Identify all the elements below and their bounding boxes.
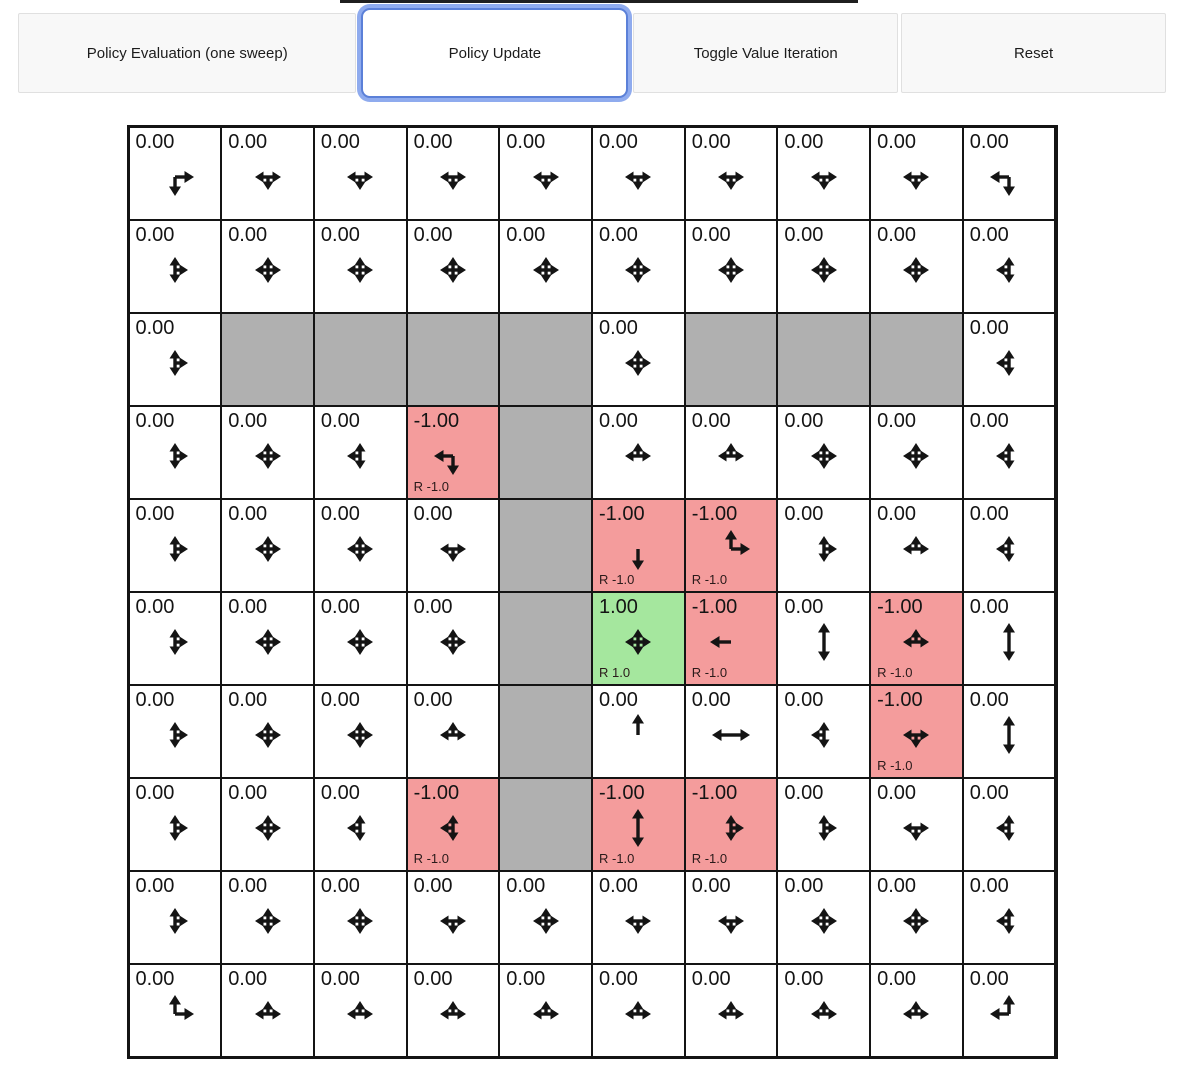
grid-cell [870,871,963,964]
wall-cell [499,406,592,499]
cell-value: 0.00 [320,224,360,246]
policy-arrows-icon [986,340,1032,386]
grid-cell [129,592,222,685]
cell-value: 0.00 [784,689,824,711]
cell-value: 0.00 [691,131,731,153]
grid-cell [685,406,778,499]
cell-value: 0.00 [135,875,175,897]
cell-value: -1.00 [691,596,738,618]
wall-cell [499,499,592,592]
wall-cell [499,778,592,871]
cell-value: 0.00 [969,689,1009,711]
wall-cell [499,313,592,406]
cell-reward: R -1.0 [691,851,728,866]
grid-cell [221,964,314,1057]
cell-value: 0.00 [228,689,268,711]
cell-value: 0.00 [969,317,1009,339]
policy-arrows-icon [615,247,661,293]
grid-cell [407,592,500,685]
grid-cell [592,871,685,964]
wall-cell [870,313,963,406]
cell-value: 0.00 [969,596,1009,618]
policy-arrows-icon [337,805,383,851]
grid-cell [221,685,314,778]
reset-button[interactable]: Reset [901,13,1166,93]
cell-value: 0.00 [691,875,731,897]
grid-cell [685,592,778,685]
grid-cell [129,685,222,778]
grid-cell [963,871,1056,964]
grid-cell [314,778,407,871]
cell-value: 0.00 [598,131,638,153]
policy-arrows-icon [893,991,939,1037]
grid-cell [129,871,222,964]
grid-cell [685,220,778,313]
cell-reward: R -1.0 [877,758,913,773]
cell-value: 0.00 [413,596,453,618]
policy-arrows-icon [801,991,847,1037]
policy-arrows-icon [986,154,1032,200]
grid-cell [592,220,685,313]
policy-arrows-icon [615,898,661,944]
cell-value: 0.00 [691,224,731,246]
policy-arrows-icon [430,619,476,665]
cell-value: 0.00 [320,410,360,432]
cell-value: 0.00 [598,224,638,246]
grid-cell [129,313,222,406]
cell-value: 0.00 [598,968,638,990]
policy-arrows-icon [245,154,291,200]
grid-cell [407,220,500,313]
cell-value: 0.00 [969,875,1009,897]
policy-arrows-icon [337,526,383,572]
cell-value: 0.00 [598,689,638,711]
grid-cell [592,778,685,871]
policy-arrows-icon [430,898,476,944]
policy-arrows-icon [986,805,1032,851]
cell-value: 0.00 [228,131,268,153]
cell-value: 0.00 [320,782,360,804]
cell-value: 0.00 [784,224,824,246]
grid-cell [870,778,963,871]
cell-reward: R -1.0 [413,851,449,866]
cell-value: 0.00 [877,875,917,897]
policy-arrows-icon [801,433,847,479]
policy-arrows-icon [801,247,847,293]
policy-arrows-icon [708,433,754,479]
cell-reward: R -1.0 [413,479,449,494]
cell-value: -1.00 [413,410,460,432]
grid-cell [499,127,592,220]
grid-cell [221,220,314,313]
policy-arrows-icon [708,991,754,1037]
cell-value: 0.00 [228,503,268,525]
policy-arrows-icon [986,433,1032,479]
policy-arrows-icon [893,154,939,200]
grid-cell [221,778,314,871]
grid-cell [777,499,870,592]
grid-cell [499,220,592,313]
cell-value: -1.00 [598,503,645,525]
policy-arrows-icon [986,619,1032,665]
policy-arrows-icon [523,898,569,944]
policy-arrows-icon [893,898,939,944]
gridworld [127,125,1058,1059]
cell-value: 0.00 [135,596,175,618]
policy-arrows-icon [893,247,939,293]
policy-arrows-icon [708,712,754,758]
cell-value: 0.00 [877,410,917,432]
cell-value: 0.00 [691,968,731,990]
grid-cell [592,685,685,778]
policy-arrows-icon [337,898,383,944]
grid-cell [963,778,1056,871]
grid-cell [129,499,222,592]
cell-value: 0.00 [135,968,175,990]
cell-value: 0.00 [135,782,175,804]
policy-arrows-icon [893,433,939,479]
grid-cell [870,685,963,778]
policy-arrows-icon [152,154,198,200]
grid-cell [499,871,592,964]
grid-cell [592,592,685,685]
policy-arrows-icon [152,247,198,293]
grid-cell [870,127,963,220]
wall-cell [685,313,778,406]
policy-arrows-icon [708,526,754,572]
cell-value: 0.00 [784,596,824,618]
grid-cell [685,685,778,778]
cell-value: 0.00 [969,224,1009,246]
wall-cell [499,592,592,685]
policy-arrows-icon [615,991,661,1037]
policy-arrows-icon [986,712,1032,758]
wall-cell [499,685,592,778]
grid-cell [314,871,407,964]
policy-arrows-icon [801,712,847,758]
grid-cell [407,499,500,592]
policy-arrows-icon [337,619,383,665]
policy-arrows-icon [430,154,476,200]
cell-value: 0.00 [320,131,360,153]
cell-value: -1.00 [598,782,645,804]
grid-cell [129,406,222,499]
policy-arrows-icon [152,991,198,1037]
cell-value: 0.00 [135,131,175,153]
cell-reward: R -1.0 [598,851,635,866]
cell-value: 0.00 [969,968,1009,990]
cell-value: -1.00 [877,689,923,711]
grid-cell [963,592,1056,685]
cell-value: 0.00 [135,410,175,432]
policy-arrows-icon [615,712,661,758]
cell-value: 0.00 [969,782,1009,804]
grid-cell [777,127,870,220]
policy-arrows-icon [337,712,383,758]
cell-value: 0.00 [228,224,268,246]
grid-cell [221,406,314,499]
cell-value: 0.00 [320,875,360,897]
cell-value: 0.00 [506,224,546,246]
grid-cell [777,964,870,1057]
policy-arrows-icon [893,805,939,851]
policy-arrows-icon [337,247,383,293]
policy-arrows-icon [152,340,198,386]
grid-cell [963,127,1056,220]
cell-value: 0.00 [228,968,268,990]
grid-cell [129,127,222,220]
grid-cell [314,592,407,685]
cell-reward: R 1.0 [598,665,631,680]
cell-value: 0.00 [598,410,638,432]
grid-cell [407,685,500,778]
grid-cell [314,127,407,220]
wall-cell [314,313,407,406]
grid-cell [870,499,963,592]
grid-cell [870,220,963,313]
grid-cell [870,406,963,499]
grid-cell [129,964,222,1057]
policy-arrows-icon [986,526,1032,572]
cell-value: 0.00 [969,131,1009,153]
cell-value: 0.00 [413,131,453,153]
grid-cell [963,406,1056,499]
grid-cell [685,871,778,964]
cell-value: 0.00 [506,131,546,153]
policy-arrows-icon [708,154,754,200]
policy-arrows-icon [893,526,939,572]
policy-arrows-icon [893,619,939,665]
grid-cell [407,127,500,220]
policy-arrows-icon [801,805,847,851]
cell-value: 0.00 [598,875,638,897]
cell-value: 0.00 [598,317,638,339]
policy-arrows-icon [152,712,198,758]
grid-cell [777,778,870,871]
grid-cell [777,220,870,313]
grid-cell [592,406,685,499]
grid-cell [407,406,500,499]
policy-arrows-icon [430,805,476,851]
policy-arrows-icon [152,619,198,665]
policy-arrows-icon [615,433,661,479]
cell-value: 0.00 [506,968,546,990]
policy-arrows-icon [430,526,476,572]
policy-arrows-icon [337,991,383,1037]
policy-arrows-icon [708,619,754,665]
cell-value: -1.00 [413,782,460,804]
grid-cell [129,220,222,313]
cell-value: -1.00 [877,596,923,618]
cell-value: 0.00 [784,503,824,525]
grid-cell [407,964,500,1057]
policy-arrows-icon [245,805,291,851]
top-edge-line [340,0,858,3]
cell-value: 0.00 [413,689,453,711]
cell-value: 0.00 [413,503,453,525]
grid-cell [592,964,685,1057]
grid-cell [314,406,407,499]
policy-arrows-icon [615,526,661,572]
policy-update-button[interactable]: Policy Update [361,8,628,98]
policy-arrows-icon [523,991,569,1037]
cell-value: 0.00 [413,968,453,990]
grid-cell [221,499,314,592]
grid-cell [685,964,778,1057]
grid-cell [963,964,1056,1057]
grid-cell [963,220,1056,313]
policy-arrows-icon [152,805,198,851]
cell-value: 0.00 [877,131,917,153]
toolbar [18,13,1166,93]
policy-arrows-icon [152,526,198,572]
cell-value: 0.00 [969,503,1009,525]
cell-reward: R -1.0 [691,572,728,587]
policy-arrows-icon [337,154,383,200]
grid-cell [314,685,407,778]
grid-cell [314,220,407,313]
cell-value: 0.00 [969,410,1009,432]
grid-cell [407,871,500,964]
grid-cell [592,313,685,406]
grid-cell [129,778,222,871]
policy-arrows-icon [245,247,291,293]
cell-value: 0.00 [320,968,360,990]
cell-value: 0.00 [413,224,453,246]
cell-value: 0.00 [691,410,731,432]
cell-value: -1.00 [691,503,738,525]
policy-arrows-icon [801,526,847,572]
wall-cell [407,313,500,406]
wall-cell [777,313,870,406]
cell-value: 0.00 [877,968,917,990]
policy-arrows-icon [523,247,569,293]
policy-arrows-icon [708,898,754,944]
cell-value: 0.00 [784,782,824,804]
policy-arrows-icon [986,247,1032,293]
policy-arrows-icon [801,154,847,200]
policy-evaluation-button[interactable]: Policy Evaluation (one sweep) [18,13,356,93]
cell-reward: R -1.0 [691,665,728,680]
cell-value: 0.00 [784,131,824,153]
policy-arrows-icon [615,340,661,386]
cell-value: 0.00 [877,224,917,246]
grid-cell [592,127,685,220]
policy-arrows-icon [708,805,754,851]
grid-cell [963,313,1056,406]
cell-value: 0.00 [784,968,824,990]
cell-value: 0.00 [877,782,917,804]
cell-value: 0.00 [135,317,175,339]
cell-value: 0.00 [413,875,453,897]
grid-cell [870,964,963,1057]
cell-value: 0.00 [228,596,268,618]
cell-value: 0.00 [320,596,360,618]
policy-arrows-icon [245,526,291,572]
cell-value: 0.00 [506,875,546,897]
cell-value: 0.00 [228,782,268,804]
cell-value: 0.00 [228,410,268,432]
cell-value: 0.00 [320,503,360,525]
grid-cell [777,685,870,778]
cell-value: 1.00 [598,596,638,618]
toggle-value-iteration-button[interactable]: Toggle Value Iteration [633,13,898,93]
policy-arrows-icon [152,898,198,944]
policy-arrows-icon [245,712,291,758]
policy-arrows-icon [245,433,291,479]
grid-cell [685,127,778,220]
grid-cell [870,592,963,685]
grid-cell [221,592,314,685]
grid-cell [592,499,685,592]
policy-arrows-icon [615,805,661,851]
grid-cell [407,778,500,871]
cell-value: -1.00 [691,782,738,804]
grid-cell [221,871,314,964]
policy-arrows-icon [801,619,847,665]
policy-arrows-icon [523,154,569,200]
cell-reward: R -1.0 [598,572,635,587]
policy-arrows-icon [430,991,476,1037]
grid-cell [963,499,1056,592]
grid-cell [685,778,778,871]
cell-reward: R -1.0 [877,665,913,680]
policy-arrows-icon [615,154,661,200]
cell-value: 0.00 [320,689,360,711]
cell-value: 0.00 [784,410,824,432]
cell-value: 0.00 [228,875,268,897]
grid-cell [777,592,870,685]
cell-value: 0.00 [877,503,917,525]
policy-arrows-icon [430,712,476,758]
policy-arrows-icon [430,433,476,479]
grid-cell [221,127,314,220]
policy-arrows-icon [708,247,754,293]
grid-cell [777,406,870,499]
policy-arrows-icon [986,991,1032,1037]
cell-value: 0.00 [691,689,731,711]
grid-cell [314,499,407,592]
policy-arrows-icon [615,619,661,665]
cell-value: 0.00 [135,689,175,711]
grid-cell [314,964,407,1057]
policy-arrows-icon [430,247,476,293]
cell-value: 0.00 [784,875,824,897]
policy-arrows-icon [152,433,198,479]
grid-cell [685,499,778,592]
policy-arrows-icon [893,712,939,758]
cell-value: 0.00 [135,224,175,246]
grid-cell [963,685,1056,778]
cell-value: 0.00 [135,503,175,525]
policy-arrows-icon [801,898,847,944]
policy-arrows-icon [337,433,383,479]
grid-cell [777,871,870,964]
policy-arrows-icon [245,898,291,944]
policy-arrows-icon [245,619,291,665]
grid-cell [499,964,592,1057]
wall-cell [221,313,314,406]
policy-arrows-icon [245,991,291,1037]
policy-arrows-icon [986,898,1032,944]
